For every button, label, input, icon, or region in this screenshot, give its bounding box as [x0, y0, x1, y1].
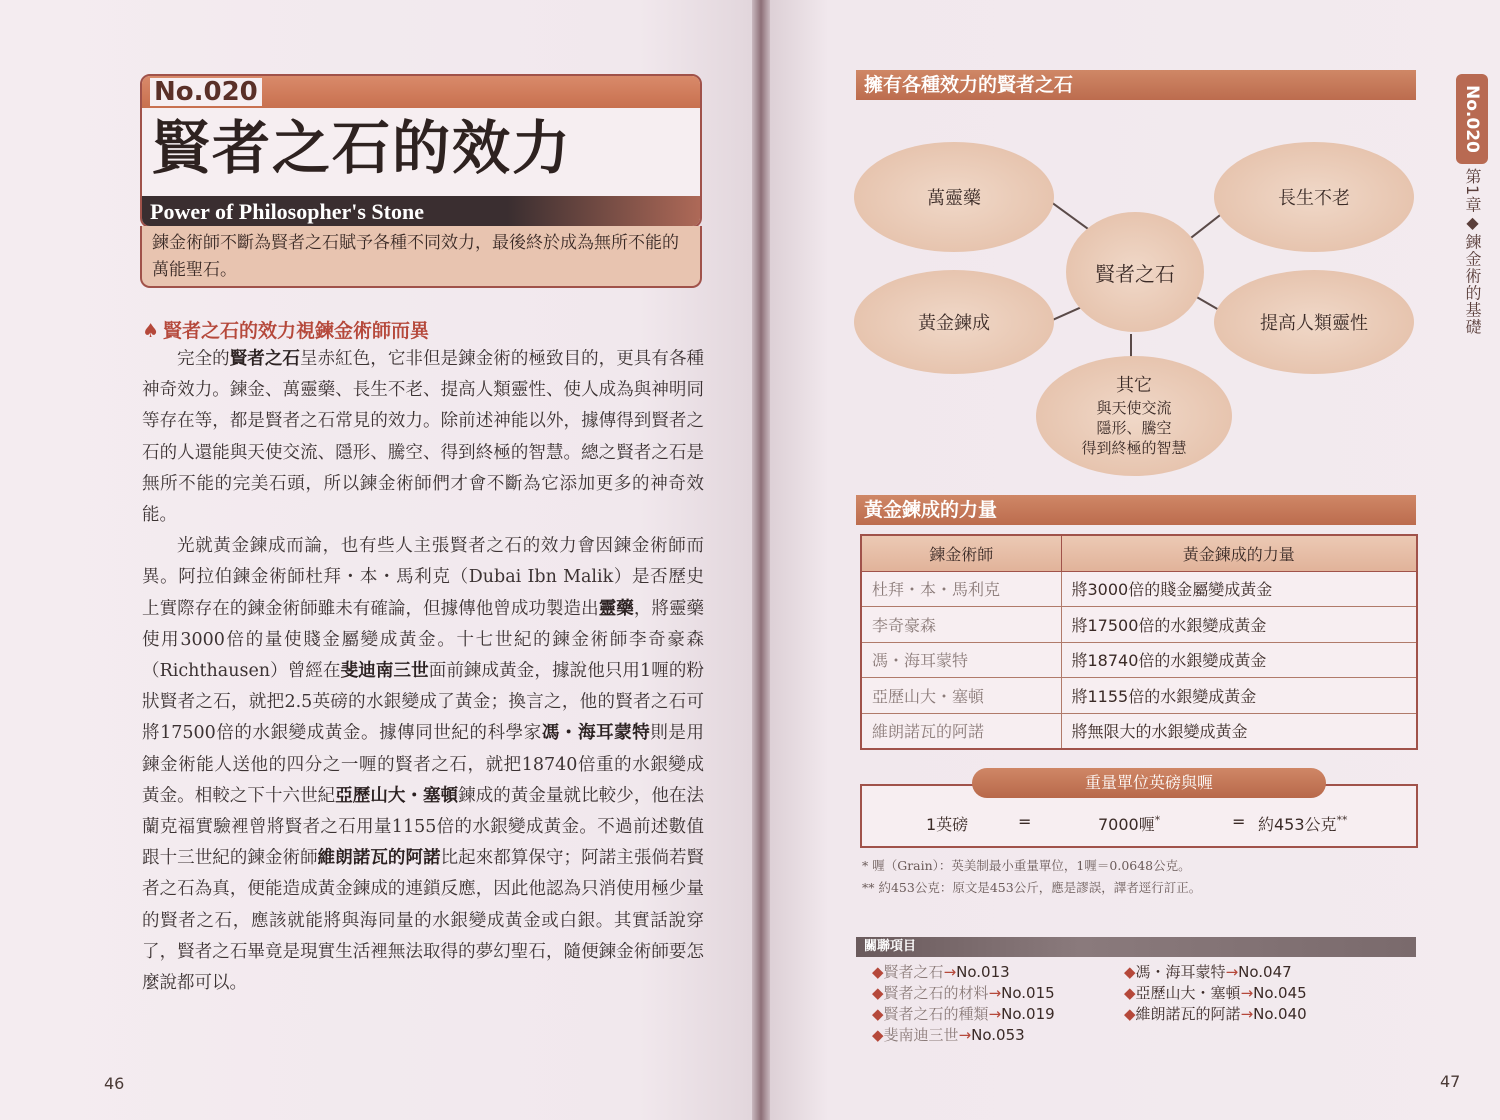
ellipse-elixir — [854, 142, 1054, 252]
related-item[interactable] — [1124, 1004, 1307, 1025]
body-segment: 光就黃金鍊成而論，也有些人主張賢者之石的效力會因鍊金術師而異。阿拉伯鍊金術師杜拜・本・馬利克（Dubai Ibn Malik）是否歷史上實際存在的鍊金術師雖未有確論，但據傳他曾成功製造出 — [142, 536, 704, 619]
table-cell-alchemist: 李奇豪森 — [861, 607, 1061, 643]
table-cell-power: 將1155倍的水銀變成黃金 — [1061, 678, 1417, 714]
table-row — [861, 571, 1417, 607]
ellipse-immortality — [1214, 142, 1414, 252]
arrow-icon: → — [1240, 1005, 1254, 1023]
table-header-row — [861, 535, 1417, 571]
ellipse-elixir-label: 萬靈藥 — [927, 188, 981, 209]
number-tab — [142, 76, 702, 108]
ellipse-immortality-label: 長生不老 — [1278, 188, 1350, 209]
body-segment: 則是用鍊金術能人送他的四分之一喱的賢者之石，就把18740倍重的水銀變成黃金。相較之下十六世紀 — [142, 723, 705, 806]
related-item-number: No.013 — [956, 963, 1010, 981]
ellipse-center — [1066, 212, 1204, 332]
section-heading-text: 賢者之石的效力視鍊金術師而異 — [163, 320, 430, 342]
item-number: No.020 — [150, 78, 262, 106]
ellipse-gold-label: 黃金鍊成 — [918, 313, 990, 334]
table-cell-alchemist: 亞歷山大・塞頓 — [861, 678, 1061, 714]
arrow-icon: → — [958, 1026, 972, 1044]
table-header-alchemist: 鍊金術師 — [861, 535, 1061, 571]
related-item-number: No.019 — [1001, 1005, 1055, 1023]
related-item[interactable] — [872, 1025, 1025, 1046]
table-cell-power: 將3000倍的賤金屬變成黃金 — [1061, 571, 1417, 607]
weight-equals: = — [1232, 812, 1246, 831]
arrow-icon: → — [988, 984, 1002, 1002]
ellipse-gold — [854, 270, 1054, 374]
weight-gram — [1258, 812, 1348, 835]
table-cell-power: 將無限大的水銀變成黃金 — [1061, 713, 1417, 749]
arrow-icon: → — [1240, 984, 1254, 1002]
section-bar-effects: 擁有各種效力的賢者之石 — [856, 70, 1416, 100]
table-row — [861, 642, 1417, 678]
body-segment: 面前鍊成黃金，據說他只用1喱的粉狀賢者之石，就把2.5英磅的水銀變成了黃金；換言之，他的賢者之石可將17500倍的水銀變成黃金。據傳同世紀的科學家 — [142, 661, 705, 744]
table-cell-power: 將17500倍的水銀變成黃金 — [1061, 607, 1417, 643]
related-item-number: No.040 — [1253, 1005, 1307, 1023]
ellipse-spirituality — [1214, 270, 1414, 374]
body-text — [142, 344, 704, 999]
diamond-icon: ◆ — [1124, 1005, 1136, 1023]
footnote: ** 約453公克：原文是453公斤，應是謬誤，譯者逕行訂正。 — [862, 880, 1202, 895]
effects-diagram — [850, 120, 1430, 480]
body-segment: 鍊成的黃金量就比較少，他在法蘭克福實驗裡曾將賢者之石用量1155倍的水銀變成黃金。不過前述數值跟十三世紀的鍊金術師 — [142, 785, 705, 869]
arrow-icon: → — [988, 1005, 1002, 1023]
related-bar — [856, 937, 1416, 957]
bold-term: 亞歷山大・塞頓 — [335, 785, 459, 806]
page-number-right: 47 — [1440, 1072, 1461, 1091]
body-segment: 呈赤紅色，它非但是鍊金術的極致目的，更具有各種神奇效力。鍊金、萬靈藥、長生不老、提高人類靈性、使人成為與神明同等存在等，都是賢者之石常見的效力。除前述神能以外，據傳得到賢者之石的人還能與天使交流、隱形、騰空、得到終極的智慧。總之賢者之石是無所不能的完美石頭，所以鍊金術師們才會不斷為它添加更多的神奇效能。 — [142, 349, 705, 526]
related-item-label: 賢者之石的材料 — [883, 984, 989, 1002]
page-title: 賢者之石的效力 — [152, 114, 573, 182]
side-tab-number: No.020 — [1456, 74, 1488, 164]
related-item-label: 賢者之石的種類 — [883, 1005, 989, 1023]
ellipse-other — [1036, 356, 1232, 476]
related-item[interactable] — [872, 983, 1055, 1004]
related-item-label: 斐南迪三世 — [883, 1026, 959, 1044]
subtitle-bar — [142, 196, 702, 228]
table-row — [861, 713, 1417, 749]
weight-title: 重量單位英磅與喱 — [972, 768, 1326, 798]
ellipse-other-line: 隱形、騰空 — [1096, 419, 1172, 437]
diamond-icon: ◆ — [872, 963, 884, 981]
summary-text: 鍊金術師不斷為賢者之石賦予各種不同效力，最後終於成為無所不能的萬能聖石。 — [140, 226, 702, 288]
related-item-label: 維朗諾瓦的阿諾 — [1135, 1005, 1241, 1023]
related-title: 關聯項目 — [864, 939, 917, 954]
footnote-mark: ** — [1336, 813, 1348, 827]
body-paragraph — [142, 531, 704, 999]
related-item-number: No.047 — [1238, 963, 1292, 981]
table-cell-power: 將18740倍的水銀變成黃金 — [1061, 642, 1417, 678]
weight-grain-value: 7000喱 — [1098, 815, 1155, 834]
weight-grain — [1098, 812, 1160, 835]
related-item[interactable] — [1124, 983, 1307, 1004]
related-item-number: No.045 — [1253, 984, 1307, 1002]
related-item[interactable] — [872, 962, 1010, 983]
diamond-icon: ◆ — [1124, 963, 1136, 981]
related-item-number: No.053 — [971, 1026, 1025, 1044]
bold-term: 維朗諾瓦的阿諾 — [317, 848, 441, 869]
chapter-label: 第1章◆鍊金術的基礎 — [1463, 168, 1482, 336]
related-item-label: 賢者之石 — [883, 963, 944, 981]
bold-term: 斐迪南三世 — [340, 661, 429, 682]
table-header-power: 黃金鍊成的力量 — [1061, 535, 1417, 571]
body-paragraph — [142, 344, 704, 531]
arrow-icon: → — [943, 963, 957, 981]
related-item-label: 亞歷山大・塞頓 — [1135, 984, 1241, 1002]
book-gutter — [752, 0, 770, 1120]
body-segment: 比起來都算保守；阿諾主張倘若賢者之石為真，便能造成黃金鍊成的連鎖反應，因此他認為只消使用極少量的賢者之石，應該就能將與海同量的水銀變成黃金或白銀。其實話說穿了，賢者之石畢竟是現實生活裡無法取得的夢幻聖石，隨便鍊金術師要怎麼說都可以。 — [142, 848, 705, 994]
ellipse-other-title: 其它 — [1116, 375, 1152, 396]
english-subtitle: Power of Philosopher's Stone — [150, 199, 424, 224]
section-heading — [142, 316, 429, 343]
diamond-icon: ◆ — [872, 1026, 884, 1044]
table-row — [861, 607, 1417, 643]
spade-icon: ♠ — [142, 320, 160, 342]
diamond-icon: ◆ — [872, 1005, 884, 1023]
related-item-number: No.015 — [1001, 984, 1055, 1002]
table-cell-alchemist: 杜拜・本・馬利克 — [861, 571, 1061, 607]
weight-pound: 1英磅 — [926, 815, 969, 834]
related-item[interactable] — [872, 1004, 1055, 1025]
arrow-icon: → — [1225, 963, 1239, 981]
table-row — [861, 678, 1417, 714]
weight-equals: = — [1018, 812, 1032, 831]
related-item[interactable] — [1124, 962, 1292, 983]
body-segment: ，將靈藥使用3000倍的量使賤金屬變成黃金。十七世紀的鍊金術師李奇豪森（Richthausen）曾經在 — [142, 598, 705, 682]
footnote-mark: * — [1154, 813, 1161, 827]
weight-gram-value: 約453公克 — [1258, 815, 1337, 834]
page-number-left: 46 — [104, 1074, 125, 1093]
ellipse-center-label: 賢者之石 — [1095, 261, 1175, 286]
diamond-icon: ◆ — [872, 984, 884, 1002]
diamond-icon: ◆ — [1124, 984, 1136, 1002]
body-segment: 完全的 — [177, 349, 230, 369]
ellipse-spirituality-label: 提高人類靈性 — [1260, 313, 1368, 334]
table-cell-alchemist: 維朗諾瓦的阿諾 — [861, 713, 1061, 749]
footnote: * 喱（Grain）：英美制最小重量單位，1喱＝0.0648公克。 — [862, 858, 1191, 873]
bold-term: 馮・海耳蒙特 — [541, 723, 651, 744]
bold-term: 賢者之石 — [229, 349, 300, 369]
ellipse-other-line: 得到終極的智慧 — [1081, 439, 1187, 457]
ellipse-other-line: 與天使交流 — [1096, 399, 1172, 417]
table-cell-alchemist: 馮・海耳蒙特 — [861, 642, 1061, 678]
related-item-label: 馮・海耳蒙特 — [1135, 963, 1226, 981]
gold-table — [860, 534, 1418, 750]
title-box — [140, 74, 702, 228]
section-bar-gold: 黃金鍊成的力量 — [856, 495, 1416, 525]
bold-term: 靈藥 — [598, 598, 634, 619]
